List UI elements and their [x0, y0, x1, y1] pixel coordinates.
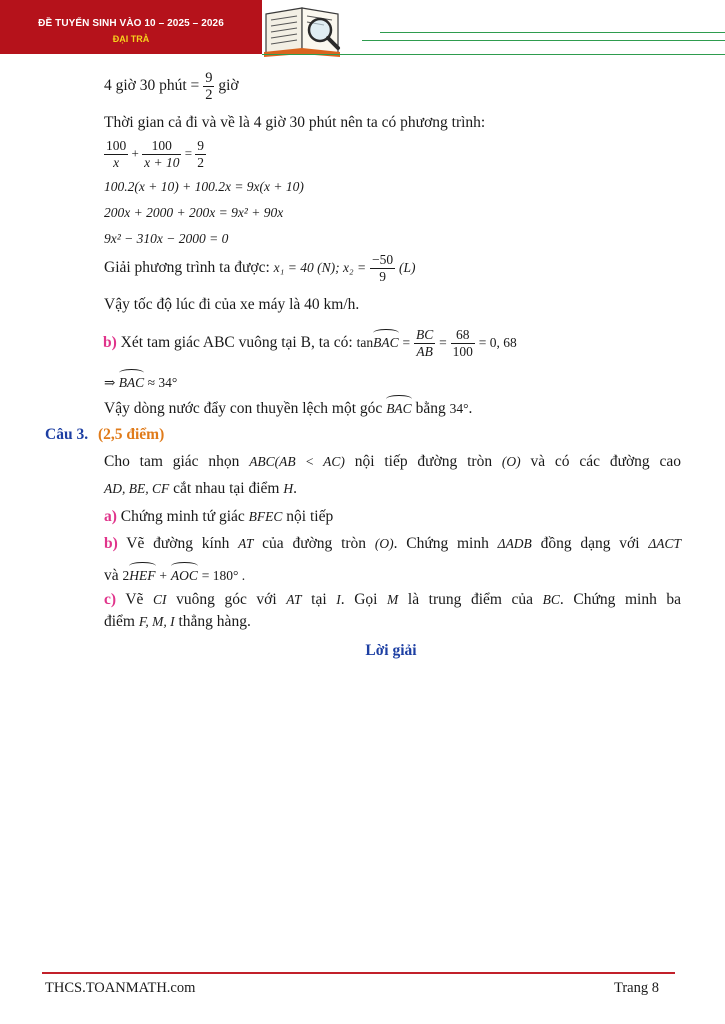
text: nội tiếp [286, 508, 334, 525]
text: nội tiếp đường tròn [354, 453, 493, 470]
math: BFEC [248, 509, 283, 524]
fraction [142, 138, 181, 171]
math: (L) [399, 260, 416, 276]
numerator: 9 [197, 138, 205, 153]
numerator: 9 [205, 70, 213, 86]
denominator: 100 [452, 344, 473, 359]
equation-2: 100.2(x + 10) + 100.2x = 9x(x + 10) [104, 179, 304, 194]
time-conversion-line [104, 70, 239, 103]
denominator: 9 [379, 269, 386, 284]
header-subtitle: ĐẠI TRÀ [112, 34, 150, 44]
book-magnifier-icon [262, 0, 344, 58]
text: đồng dạng với [540, 535, 640, 552]
numerator: 100 [142, 138, 181, 155]
text: tại [311, 591, 327, 608]
text: Chứng minh tứ giác [120, 508, 245, 525]
question-3c-line-2 [104, 612, 251, 632]
math: ΔADB [497, 536, 532, 551]
header-banner [0, 0, 262, 54]
text: và [104, 567, 119, 584]
angle: HEF [129, 562, 155, 586]
footer-site[interactable]: THCS.TOANMATH.com [45, 980, 196, 996]
equation-1 [104, 138, 206, 171]
part-label: a) [104, 508, 117, 525]
angle: BAC [373, 329, 399, 353]
solution-line [104, 252, 416, 285]
text: vuông góc với [176, 591, 277, 608]
text: điểm [104, 613, 135, 630]
denominator: AB [416, 344, 433, 359]
numerator: −50 [372, 252, 394, 267]
angle: AOC [171, 562, 198, 586]
question-3b-line-1 [104, 534, 681, 554]
math: ΔACT [648, 536, 681, 551]
equation-intro: Thời gian cả đi và về là 4 giờ 30 phút nên ta có phương trình: [104, 114, 486, 131]
text: Vậy dòng nước đẩy con thuyền lệch một góc [104, 400, 383, 417]
conclusion-b [104, 395, 472, 419]
text: giờ [218, 77, 239, 95]
math: 2 [122, 568, 130, 583]
text: thẳng hàng. [178, 613, 251, 630]
numerator: 68 [451, 327, 475, 344]
text: Cho tam giác nhọn [104, 453, 240, 470]
math: ABC(AB < AC) [249, 454, 345, 469]
angle: BAC [119, 369, 145, 393]
fraction [104, 138, 128, 171]
text: . Chứng minh [393, 535, 489, 552]
fraction [414, 327, 435, 360]
math: (O) [374, 536, 394, 551]
part-label: c) [104, 591, 117, 608]
math: AT [286, 592, 302, 607]
math: AD, BE, CF [104, 481, 170, 496]
text: Xét tam giác ABC vuông tại B, ta có: [120, 334, 353, 352]
question-3b-line-2 [104, 562, 245, 586]
operator: + [131, 145, 139, 161]
question-3-header [45, 425, 164, 445]
math: CI [153, 592, 167, 607]
fraction-9-2 [203, 70, 214, 103]
math: (O) [501, 454, 521, 469]
solution-title: Lời giải [365, 642, 417, 659]
question-3-line-1 [104, 452, 681, 472]
text: của đường tròn [262, 535, 367, 552]
denominator: 2 [197, 155, 205, 170]
operator: + [159, 568, 168, 583]
part-label: b) [103, 334, 117, 352]
footer-rule [42, 972, 675, 974]
equation-4: 9x² − 310x − 2000 = 0 [104, 231, 229, 246]
question-points: (2,5 điểm) [97, 426, 165, 443]
fraction [370, 252, 395, 285]
math: = 0, 68 [478, 335, 517, 351]
numerator: BC [415, 327, 434, 342]
text: Giải phương trình ta được: [104, 259, 270, 277]
denominator: 2 [205, 87, 213, 103]
math: = 180° . [201, 568, 246, 583]
header-title: ĐỀ TUYỂN SINH VÀO 10 – 2025 – 2026 [38, 18, 224, 29]
operator: = [402, 335, 411, 351]
text: . [293, 480, 297, 497]
text: 4 giờ 30 phút = [104, 77, 200, 95]
question-3a [104, 507, 333, 527]
header-rule-top [380, 32, 725, 33]
math: tan [356, 335, 374, 351]
denominator: x + 10 [144, 155, 180, 170]
math: F, M, I [138, 614, 175, 629]
math: ≈ 34° [147, 375, 178, 390]
math: BC [542, 592, 560, 607]
header-rule-mid [362, 40, 725, 41]
text: . Gọi [340, 591, 378, 608]
text: . Chứng minh ba [559, 591, 682, 608]
operator: = [439, 335, 447, 351]
text: Vẽ đường kính [126, 535, 230, 552]
math: M [387, 592, 399, 607]
equation-3: 200x + 2000 + 200x = 9x² + 90x [104, 205, 284, 220]
text: là trung điểm của [407, 591, 534, 608]
math: x₁ = 40 (N); x₂ = [273, 260, 367, 276]
text: và có các đường cao [530, 453, 682, 470]
footer-page-number: Trang 8 [614, 980, 659, 996]
angle-result [104, 369, 177, 393]
math: 34° [449, 401, 469, 416]
part-b-line [103, 327, 517, 360]
operator: = [184, 145, 193, 161]
math: H [283, 481, 294, 496]
text: Vẽ [125, 591, 144, 608]
conclusion-a: Vậy tốc độ lúc đi của xe máy là 40 km/h. [104, 296, 360, 313]
fraction [195, 138, 206, 171]
math: I [336, 592, 341, 607]
angle: BAC [386, 395, 412, 419]
text: cắt nhau tại điểm [173, 480, 280, 497]
math: AT [238, 536, 254, 551]
text: . [468, 400, 473, 417]
question-label: Câu 3. [45, 426, 89, 443]
text: bằng [415, 400, 446, 417]
denominator: x [113, 155, 120, 170]
question-3-line-2 [104, 479, 297, 499]
question-3c-line-1 [104, 590, 681, 610]
operator: ⇒ [104, 375, 116, 390]
header-rule-bottom [262, 54, 725, 55]
fraction [451, 327, 475, 360]
numerator: 100 [106, 138, 127, 153]
part-label: b) [104, 535, 118, 552]
